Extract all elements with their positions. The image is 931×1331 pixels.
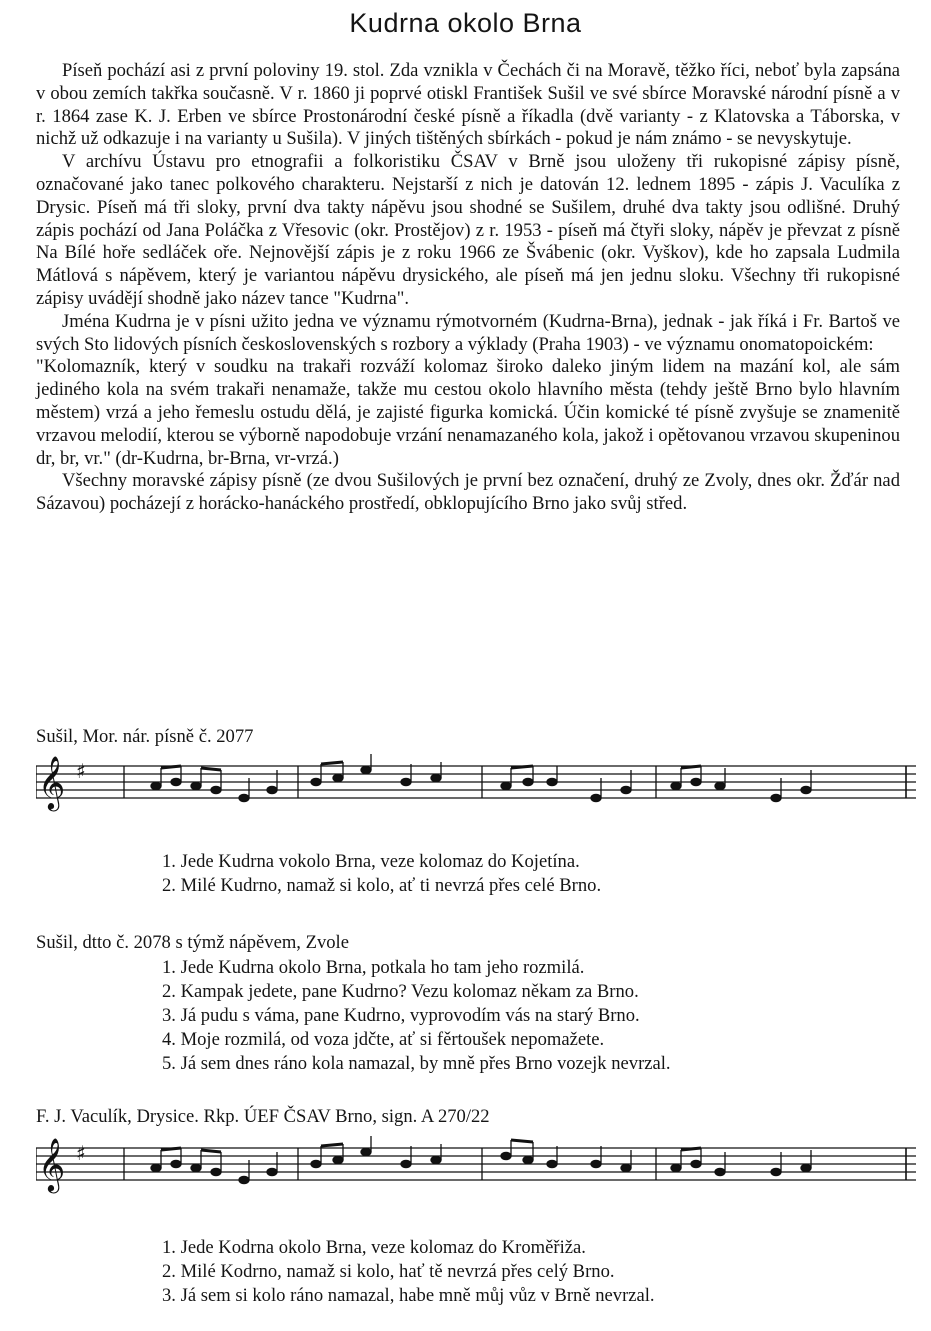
paragraph: Všechny moravské zápisy písně (ze dvou Sušilových je první bez označení, druhý ze Zvoly, dnes okr. Žďár nad Sázavou) pocházejí z horácko-hanáckého prostředí, obklopujícího Brno jako svůj střed. [36,470,900,515]
lyrics-block [162,1236,655,1308]
source-heading: F. J. Vaculík, Drysice. Rkp. ÚEF ČSAV Brno, sign. A 270/22 [36,1106,490,1127]
lyric-line: 3. Já sem si kolo ráno namazal, habe mně můj vůz v Brně nevrzal. [162,1285,655,1306]
treble-clef-icon: 𝄞 [38,1137,66,1191]
lyric-line: 1. Jede Kudrna vokolo Brna, veze kolomaz do Kojetína. [162,851,580,872]
lyric-line: 2. Milé Kodrno, namaž si kolo, hať tě nevrzá přes celý Brno. [162,1261,615,1282]
lyric-line: 2. Milé Kudrno, namaž si kolo, ať ti nevrzá přes celé Brno. [162,875,602,896]
treble-clef-icon: 𝄞 [38,755,66,809]
paragraph: Píseň pochází asi z první poloviny 19. stol. Zda vznikla v Čechách či na Moravě, těžko říci, neboť byla zapsána v obou zemích takřka současně. V r. 1860 ji poprvé otiskl František Sušil ve své sbírce Moravské národní písně a v r. 1864 zase K. J. Erben ve sbírce Prostonárodní české písně a říkadla (dvě varianty - z Klatovska a Táborska, v nichž už odkazuje i na varianty u Sušila). V jiných tištěných sbírkách - pokud je nám známo - se nevyskytuje. [36,60,900,150]
lyric-line: 1. Jede Kodrna okolo Brna, veze kolomaz do Kroměřiža. [162,1237,586,1258]
lyric-line: 3. Já pudu s váma, pane Kudrno, vyprovodím vás na starý Brno. [162,1005,640,1026]
lyric-line: 4. Moje rozmilá, od voza jdčte, ať si fěrtoušek nepomažete. [162,1029,605,1050]
lyrics-block [162,956,671,1076]
paragraph: Jména Kudrna je v písni užito jedna ve významu rýmotvorném (Kudrna-Brna), jednak - jak říká i Fr. Bartoš ve svých Sto lidových písních československých s rozbory a výklady (Praha 1903) - ve významu onomatopoickém: [36,310,900,355]
lyric-line: 1. Jede Kudrna okolo Brna, potkala ho tam jeho rozmilá. [162,957,585,978]
source-heading: Sušil, dtto č. 2078 s týmž nápěvem, Zvole [36,932,349,953]
page-title: Kudrna okolo Brna [349,8,582,38]
lyrics-block [162,850,601,898]
music-staff [36,1134,916,1214]
paragraph: V archívu Ústavu pro etnografii a folkoristiku ČSAV v Brně jsou uloženy tři rukopisné zápisy písně, označované jako tanec polkového charakteru. Nejstarší z nich je datován 12. lednem 1895 - zápis J. Vaculíka z Drysic. Píseň má tři sloky, první dva takty nápěvu jsou shodné se Sušilem, druhé dva takty jsou odlišné. Druhý zápis pochází od Jana Poláčka z Vřesovic (okr. Prostějov) z r. 1953 - píseň má čtyři sloky, nápěv je převzat z písně Na Bílé hoře sedláček oře. Nejnovější zápis je z roku 1966 ze Švábenic (okr. Vyškov), kde ho zapsala Ludmila Mátlová s nápěvem, který je variantou nápěvu drysického, ale píseň má jen jednu sloku. Všechny tři rukopisné zápisy uvádějí shodně jako název tance "Kudrna". [36,151,900,309]
sharp-icon: ♯ [76,759,86,783]
sharp-icon: ♯ [76,1141,86,1165]
quote-paragraph: "Kolomazník, který v soudku na trakaři rozváží kolomaz široko daleko jiným lidem na mazání kol, ale sám jediného kola na svém trakaři nenamaže, takže mu cestou okolo hlavního města (tehdy ještě Brno bylo hlavním městem) vrzá a jeho řemeslu ostudu dělá, je zajisté figurka komická. Účin komické té písně zvyšuje se znamenitě vrzavou melodií, kterou se výborně napodobuje vrzání nenamazaného kola, jakož i opětovanou vrzavou skupeninou dr, br, vr." (dr-Kudrna, br-Brna, vr-vrzá.) [36,356,900,469]
notes [151,1136,811,1184]
notes [151,754,811,802]
lyric-line: 5. Já sem dnes ráno kola namazal, by mně přes Brno vozejk nevrzal. [162,1053,671,1074]
lyric-line: 2. Kampak jedete, pane Kudrno? Vezu kolomaz někam za Brno. [162,981,639,1002]
source-heading: Sušil, Mor. nár. písně č. 2077 [36,726,254,747]
body-text [36,60,900,516]
music-staff [36,752,916,832]
